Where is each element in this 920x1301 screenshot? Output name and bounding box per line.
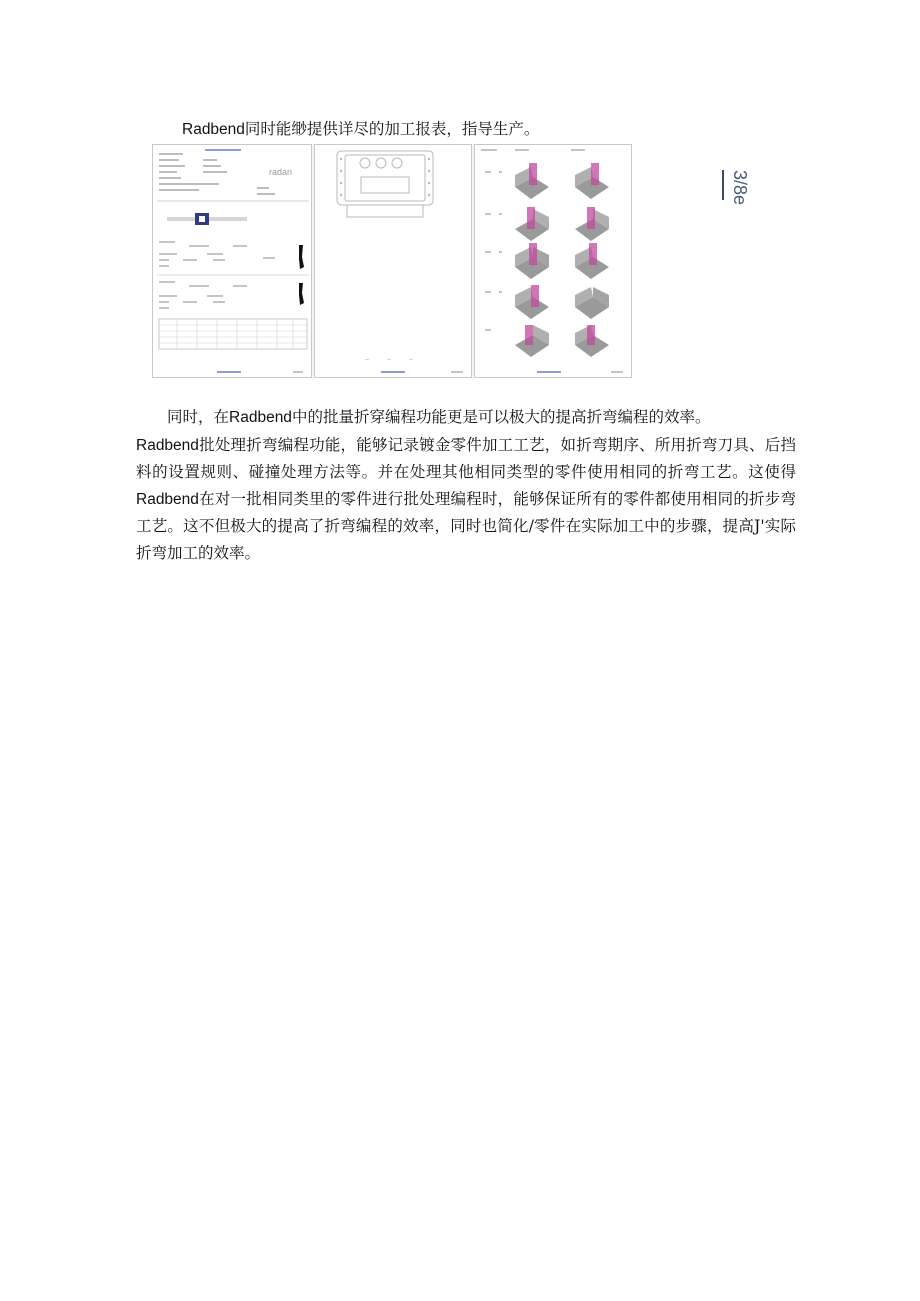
report-page-1-drawing [153,145,312,378]
p3-post: 在对一批相同类里的零件进行批处理编程时，能够保证所有的零件都使用相同的折步弯工艺。这不但极大的提高了折弯编程的效率，同时也简化/零件在实际加工中的步骤，提高J'实际折弯加工的效率。 [136,489,796,562]
report-page-2 [314,144,472,378]
caption-brand: Radbend [182,121,245,138]
radan-logo: radan [269,167,293,177]
bend-step-col-2 [575,163,609,357]
caption-text: 同时能缈提供详尽的加工报表，指导生产。 [244,120,540,138]
report-page-3 [474,144,632,378]
side-mark-text: 3/8e [730,170,750,206]
report-page-1 [152,144,312,378]
report-page-3-drawing [475,145,632,378]
paragraph-line-1 [136,404,796,432]
p3-brand: Radbend [136,490,199,508]
side-mark-bar [722,170,724,200]
p1-post: 中的批量折穿编程功能更是可以极大的提高折弯编程的效率。 [291,408,711,426]
body-paragraph [136,404,796,566]
report-page-2-drawing [315,145,472,378]
bend-step-col-1 [515,163,549,357]
report-screenshot-figure [152,144,632,378]
p1-pre: 同时，在 [167,408,230,426]
p1-brand: Radbend [229,409,292,426]
figure-caption [182,118,539,141]
p2-post: 批处理折弯编程功能，能够记录镀金零件加工工艺，如折弯期序、所用折弯刀具、后挡料的设置规则、碰撞处理方法等。并在处理其他相同类型的零件使用相同的折弯工艺。这使得 [136,435,796,481]
paragraph-body [136,432,796,567]
side-page-mark [722,168,762,218]
p2-brand: Radbend [136,436,199,454]
